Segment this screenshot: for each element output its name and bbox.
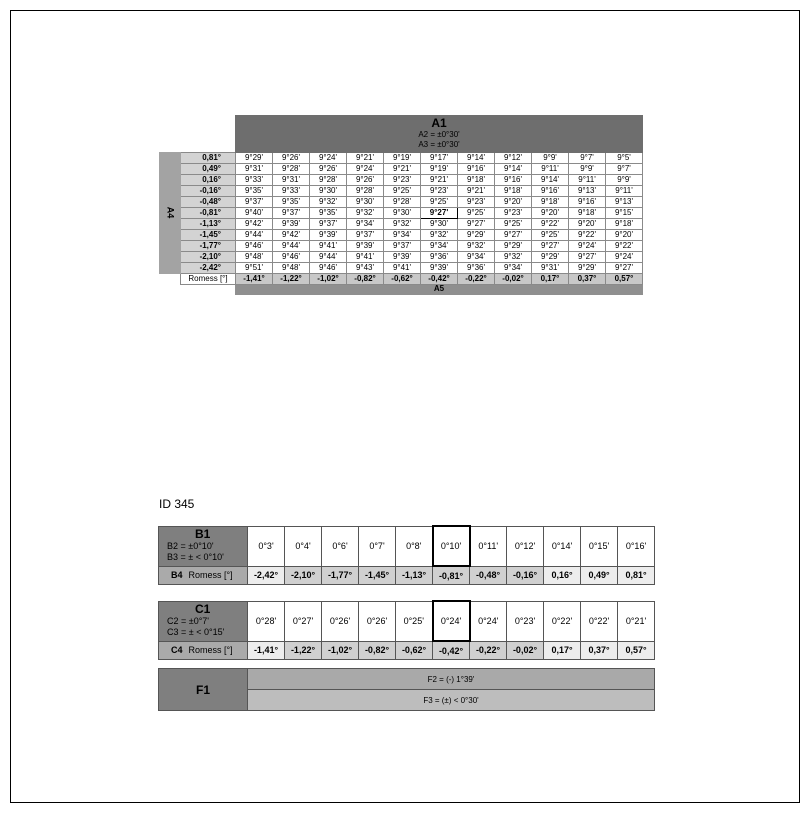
table-cell: 9°35': [273, 196, 310, 207]
table-cell: 9°11': [606, 185, 643, 196]
romess-cell: -1,77°: [322, 566, 359, 585]
romess-value: -0,62°: [384, 273, 421, 284]
table-cell: 9°36': [421, 251, 458, 262]
table-cell: 9°42': [273, 229, 310, 240]
romess-cell: 0,16°: [544, 566, 581, 585]
table-a-row: [160, 163, 643, 174]
romess-cell: -0,48°: [470, 566, 507, 585]
table-cell: 9°48': [273, 262, 310, 273]
romess-value: -0,22°: [458, 273, 495, 284]
table-cell: 9°34': [458, 251, 495, 262]
table-a-row: [160, 229, 643, 240]
c2-label: C2 = ±0°7': [167, 615, 210, 626]
table-cell: 9°18': [569, 207, 606, 218]
a1-header: [236, 116, 643, 153]
c4-romess-label: [159, 641, 248, 660]
table-cell: 9°26': [273, 152, 310, 163]
romess-cell: -0,62°: [396, 641, 433, 660]
table-cell: 9°46': [310, 262, 347, 273]
table-cell: 9°9': [569, 163, 606, 174]
table-cell: 9°32': [347, 207, 384, 218]
table-cell: 9°33': [236, 174, 273, 185]
row-label: -1,13°: [181, 218, 236, 229]
table-cell: 9°39': [273, 218, 310, 229]
b2-label: B2 = ±0°10': [167, 540, 214, 551]
table-cell: 9°31': [236, 163, 273, 174]
table-cell: 9°39': [384, 251, 421, 262]
row-label: -2,42°: [181, 262, 236, 273]
romess-value: -1,41°: [236, 273, 273, 284]
value-cell: 0°10': [433, 526, 470, 566]
table-cell: 9°28': [347, 185, 384, 196]
table-cell: 9°41': [310, 240, 347, 251]
table-cell: 9°20': [569, 218, 606, 229]
value-cell: 0°6': [322, 526, 359, 566]
table-cell: 9°23': [495, 207, 532, 218]
table-cell: 9°33': [273, 185, 310, 196]
table-cell: 9°16': [458, 163, 495, 174]
row-label: -1,77°: [181, 240, 236, 251]
table-cell: 9°20': [495, 196, 532, 207]
row-label: 0,81°: [181, 152, 236, 163]
table-cell: 9°31': [532, 262, 569, 273]
table-a-row: [160, 251, 643, 262]
f1-label: F1: [159, 669, 248, 711]
table-cell: 9°19': [421, 163, 458, 174]
table-a-row: [160, 174, 643, 185]
b1-header: [159, 526, 248, 566]
value-cell: 0°15': [581, 526, 618, 566]
table-cell: 9°32': [421, 229, 458, 240]
table-cell: 9°44': [273, 240, 310, 251]
romess-cell: -0,22°: [470, 641, 507, 660]
b3-label: B3 = ± < 0°10': [167, 551, 224, 562]
value-cell: 0°24': [470, 601, 507, 641]
table-a-row: [160, 218, 643, 229]
table-cell: 9°22': [569, 229, 606, 240]
table-a-row: [160, 207, 643, 218]
table-cell: 9°14': [495, 163, 532, 174]
value-cell: 0°22': [544, 601, 581, 641]
table-cell: 9°24': [310, 152, 347, 163]
table-cell: 9°11': [569, 174, 606, 185]
table-cell: 9°34': [495, 262, 532, 273]
table-cell: 9°37': [347, 229, 384, 240]
table-cell: 9°41': [347, 251, 384, 262]
romess-value: -0,82°: [347, 273, 384, 284]
a1-title: A1: [431, 116, 447, 130]
table-cell: 9°18': [495, 185, 532, 196]
table-cell: 9°46': [273, 251, 310, 262]
value-cell: 0°27': [285, 601, 322, 641]
romess-cell: -0,16°: [507, 566, 544, 585]
c4-label: C4: [171, 645, 183, 656]
f2-label: F2 = (-) 1°39': [248, 669, 655, 690]
table-cell: 9°24': [569, 240, 606, 251]
table-cell: 9°18': [458, 174, 495, 185]
value-cell: 0°28': [248, 601, 285, 641]
table-cell: 9°43': [347, 262, 384, 273]
table-cell: 9°27': [606, 262, 643, 273]
value-cell: 0°23': [507, 601, 544, 641]
table-a-row: [160, 240, 643, 251]
table-cell: 9°24': [347, 163, 384, 174]
table-cell: 9°26': [310, 163, 347, 174]
table-cell: 9°13': [569, 185, 606, 196]
table-cell: 9°22': [606, 240, 643, 251]
row-label: 0,49°: [181, 163, 236, 174]
c3-label: C3 = ± < 0°15': [167, 626, 225, 637]
table-cell: 9°20': [606, 229, 643, 240]
value-cell: 0°26': [322, 601, 359, 641]
table-a-row: [160, 152, 643, 163]
romess-cell: 0,49°: [581, 566, 618, 585]
table-cell: 9°25': [458, 207, 495, 218]
value-cell: 0°26': [359, 601, 396, 641]
romess-value: -0,02°: [495, 273, 532, 284]
table-cell: 9°16': [569, 196, 606, 207]
table-cell: 9°12': [495, 152, 532, 163]
table-cell: 9°48': [236, 251, 273, 262]
value-cell: 0°4': [285, 526, 322, 566]
romess-cell: -0,42°: [433, 641, 470, 660]
table-cell: 9°13': [606, 196, 643, 207]
value-cell: 0°11': [470, 526, 507, 566]
romess-cell: -1,45°: [359, 566, 396, 585]
value-cell: 0°25': [396, 601, 433, 641]
romess-value: 0,57°: [606, 273, 643, 284]
table-cell: 9°22': [532, 218, 569, 229]
table-cell: 9°16': [532, 185, 569, 196]
table-cell: 9°37': [384, 240, 421, 251]
table-cell: 9°24': [606, 251, 643, 262]
table-cell: 9°32': [495, 251, 532, 262]
table-cell: 9°29': [495, 240, 532, 251]
romess-cell: -1,13°: [396, 566, 433, 585]
table-cell: 9°29': [458, 229, 495, 240]
table-cell: 9°44': [310, 251, 347, 262]
table-a-row: [160, 185, 643, 196]
f3-label: F3 = (±) < 0°30': [248, 690, 655, 711]
table-cell: 9°36': [458, 262, 495, 273]
table-cell: 9°19': [384, 152, 421, 163]
romess-value: -1,22°: [273, 273, 310, 284]
table-cell: 9°21': [421, 174, 458, 185]
table-cell: 9°5': [606, 152, 643, 163]
value-cell: 0°22': [581, 601, 618, 641]
b4-romess-label: [159, 566, 248, 585]
table-cell: 9°35': [236, 185, 273, 196]
table-cell: 9°39': [310, 229, 347, 240]
table-cell: 9°18': [606, 218, 643, 229]
table-cell: 9°46': [236, 240, 273, 251]
table-cell: 9°18': [532, 196, 569, 207]
a4-text: A4: [165, 206, 176, 219]
romess-cell: -1,41°: [248, 641, 285, 660]
value-cell: 0°8': [396, 526, 433, 566]
table-cell: 9°29': [569, 262, 606, 273]
c1-title: C1: [195, 601, 211, 616]
table-cell: 9°21': [458, 185, 495, 196]
table-cell: 9°25': [421, 196, 458, 207]
table-cell: 9°7': [606, 163, 643, 174]
table-cell: 9°37': [310, 218, 347, 229]
a3-label: A3 = ±0°30': [418, 140, 460, 149]
a2-label: A2 = ±0°30': [418, 130, 460, 139]
table-cell: 9°25': [384, 185, 421, 196]
table-cell: 9°28': [310, 174, 347, 185]
table-cell: 9°21': [384, 163, 421, 174]
table-cell: 9°14': [458, 152, 495, 163]
a4-side-label: [160, 152, 181, 273]
table-cell: 9°23': [384, 174, 421, 185]
table-cell: 9°29': [532, 251, 569, 262]
table-cell: 9°16': [495, 174, 532, 185]
table-f: [158, 668, 655, 711]
table-cell: 9°40': [236, 207, 273, 218]
table-cell: 9°9': [532, 152, 569, 163]
table-a-row: [160, 196, 643, 207]
romess-label: Romess [°]: [188, 570, 233, 581]
value-cell: 0°24': [433, 601, 470, 641]
table-cell: 9°37': [273, 207, 310, 218]
table-a-row: [160, 262, 643, 273]
row-label: -0,48°: [181, 196, 236, 207]
table-cell: 9°34': [347, 218, 384, 229]
table-cell: 9°30': [310, 185, 347, 196]
row-label: -2,10°: [181, 251, 236, 262]
romess-cell: -0,81°: [433, 566, 470, 585]
c1-header: [159, 601, 248, 641]
value-cell: 0°7': [359, 526, 396, 566]
value-cell: 0°16': [618, 526, 655, 566]
table-cell: 9°27': [421, 207, 458, 218]
table-cell: 9°11': [532, 163, 569, 174]
table-cell: 9°39': [347, 240, 384, 251]
romess-cell: -2,10°: [285, 566, 322, 585]
table-cell: 9°28': [384, 196, 421, 207]
b4-label: B4: [171, 570, 183, 581]
row-label: 0,16°: [181, 174, 236, 185]
table-b: [158, 525, 655, 585]
main-table-a: [159, 115, 643, 295]
table-cell: 9°32': [384, 218, 421, 229]
romess-cell: 0,17°: [544, 641, 581, 660]
romess-cell: 0,37°: [581, 641, 618, 660]
table-cell: 9°41': [384, 262, 421, 273]
value-cell: 0°21': [618, 601, 655, 641]
table-cell: 9°14': [532, 174, 569, 185]
table-cell: 9°23': [421, 185, 458, 196]
table-a-romess-row: [160, 273, 643, 284]
table-cell: 9°25': [495, 218, 532, 229]
romess-cell: 0,81°: [618, 566, 655, 585]
table-cell: 9°27': [495, 229, 532, 240]
romess-cell: -1,22°: [285, 641, 322, 660]
table-cell: 9°34': [384, 229, 421, 240]
romess-label: Romess [°]: [181, 273, 236, 284]
table-cell: 9°27': [532, 240, 569, 251]
b1-title: B1: [195, 526, 211, 541]
table-cell: 9°25': [532, 229, 569, 240]
table-cell: 9°51': [236, 262, 273, 273]
romess-value: -1,02°: [310, 273, 347, 284]
id-label: ID 345: [159, 497, 195, 511]
row-label: -0,16°: [181, 185, 236, 196]
romess-label: Romess [°]: [188, 645, 233, 656]
table-cell: 9°27': [458, 218, 495, 229]
table-cell: 9°7': [569, 152, 606, 163]
table-cell: 9°32': [310, 196, 347, 207]
romess-cell: -0,82°: [359, 641, 396, 660]
table-cell: 9°26': [347, 174, 384, 185]
row-label: -0,81°: [181, 207, 236, 218]
romess-cell: -2,42°: [248, 566, 285, 585]
table-cell: 9°29': [236, 152, 273, 163]
row-label: -1,45°: [181, 229, 236, 240]
table-cell: 9°32': [458, 240, 495, 251]
table-cell: 9°44': [236, 229, 273, 240]
table-a-body: [160, 152, 643, 273]
table-cell: 9°15': [606, 207, 643, 218]
value-cell: 0°3': [248, 526, 285, 566]
table-cell: 9°30': [347, 196, 384, 207]
romess-cell: -0,02°: [507, 641, 544, 660]
table-cell: 9°30': [421, 218, 458, 229]
romess-value: 0,17°: [532, 273, 569, 284]
table-cell: 9°20': [532, 207, 569, 218]
table-cell: 9°28': [273, 163, 310, 174]
table-c: [158, 600, 655, 660]
value-cell: 0°12': [507, 526, 544, 566]
table-cell: 9°21': [347, 152, 384, 163]
table-cell: 9°30': [384, 207, 421, 218]
a5-footer: A5: [236, 284, 643, 295]
table-cell: 9°17': [421, 152, 458, 163]
romess-value: -0,42°: [421, 273, 458, 284]
table-cell: 9°9': [606, 174, 643, 185]
table-cell: 9°34': [421, 240, 458, 251]
table-cell: 9°39': [421, 262, 458, 273]
romess-cell: 0,57°: [618, 641, 655, 660]
romess-value: 0,37°: [569, 273, 606, 284]
value-cell: 0°14': [544, 526, 581, 566]
table-cell: 9°27': [569, 251, 606, 262]
romess-cell: -1,02°: [322, 641, 359, 660]
table-cell: 9°42': [236, 218, 273, 229]
table-cell: 9°35': [310, 207, 347, 218]
table-cell: 9°37': [236, 196, 273, 207]
table-cell: 9°23': [458, 196, 495, 207]
table-cell: 9°31': [273, 174, 310, 185]
